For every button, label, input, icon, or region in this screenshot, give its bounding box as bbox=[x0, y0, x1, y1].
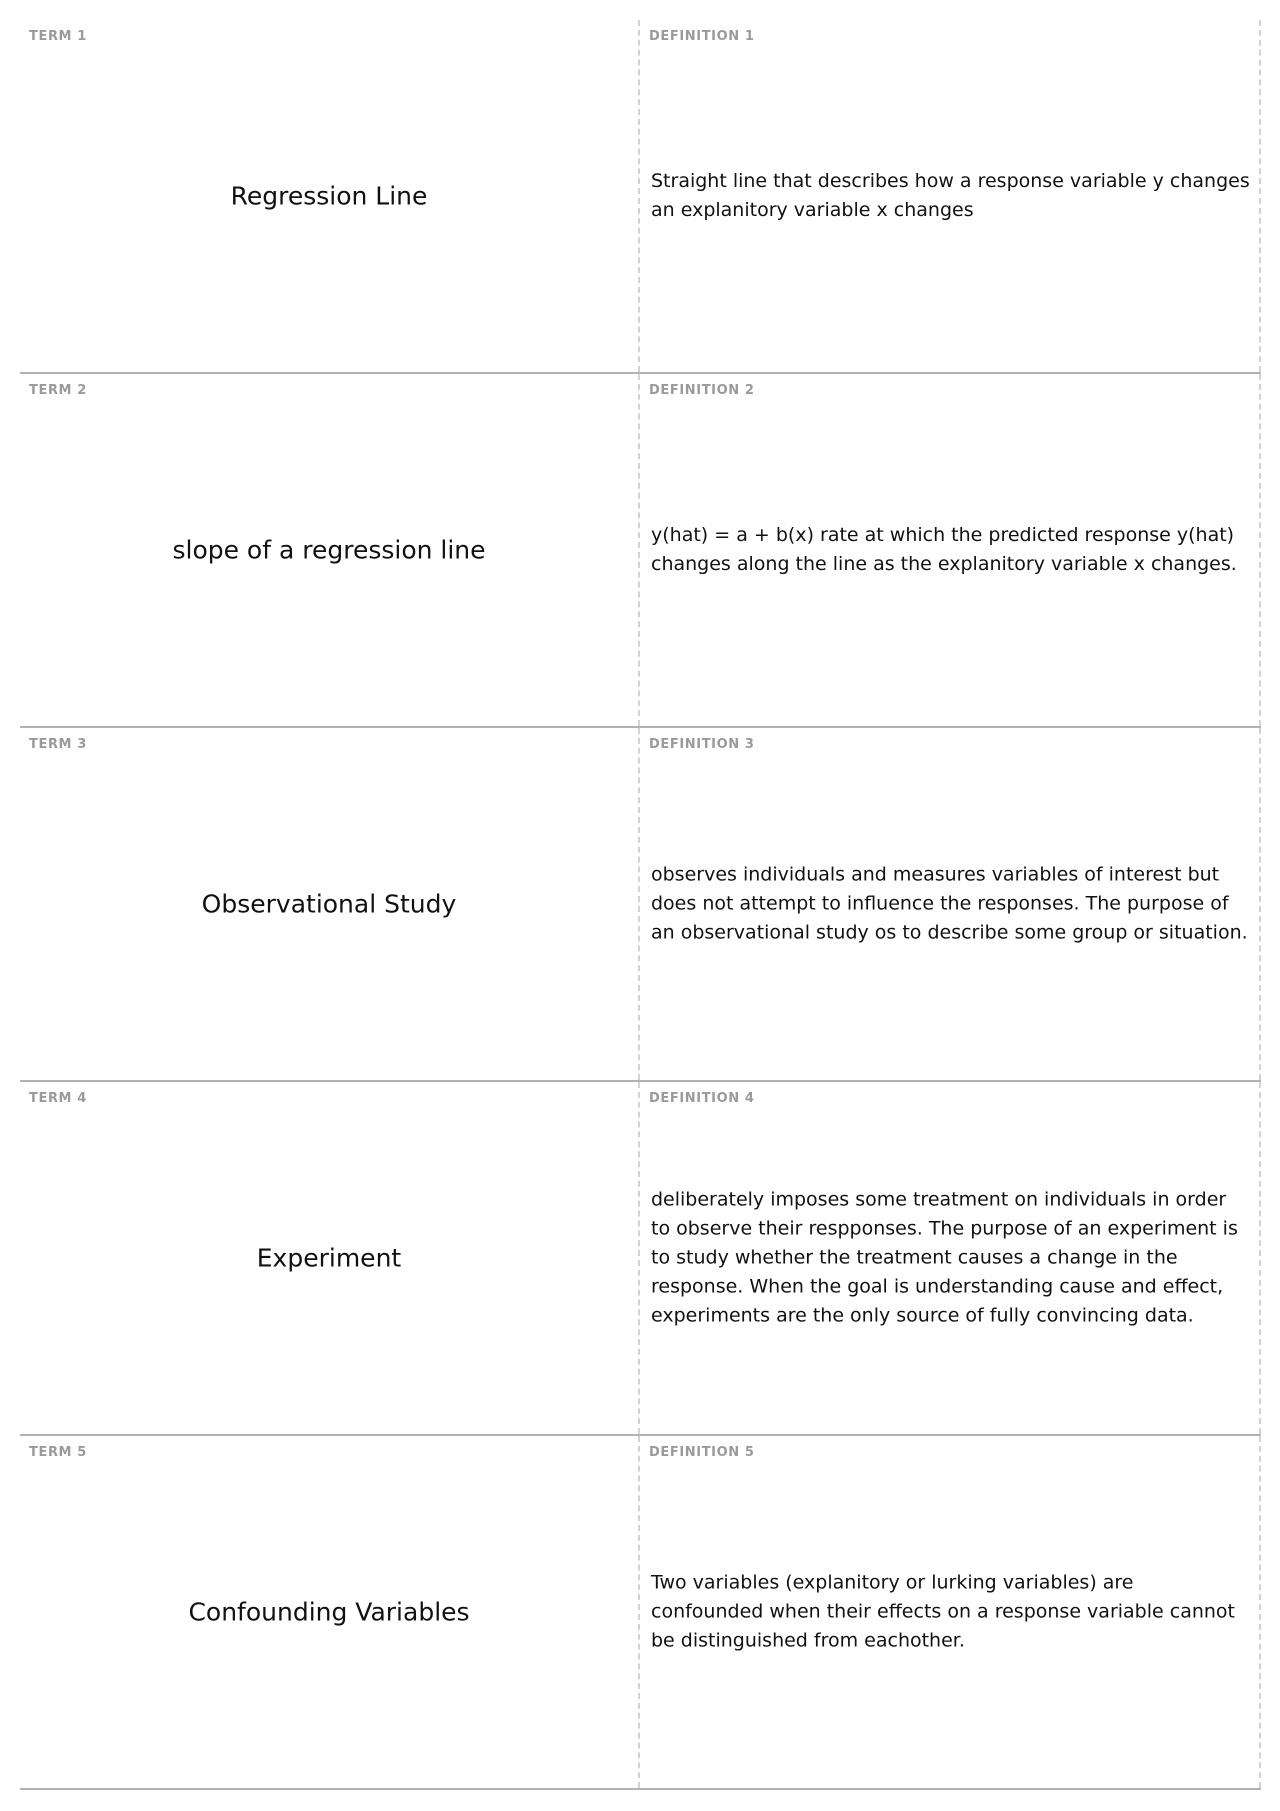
definition-label: DEFINITION 3 bbox=[649, 737, 755, 752]
definition-text: Straight line that describes how a response variable y changes an explanitory variable x changes bbox=[651, 170, 1250, 221]
term-cell bbox=[20, 1436, 640, 1788]
definition-text: Two variables (explanitory or lurking variables) are confounded when their effects on a response variable cannot be distinguished from eachother. bbox=[651, 1571, 1235, 1652]
flashcard-row bbox=[20, 1436, 1261, 1790]
definition-cell bbox=[640, 20, 1261, 372]
term-text: Observational Study bbox=[201, 889, 457, 919]
definition-text: observes individuals and measures variables of interest but does not attempt to influence the responses. The purpose of an observational study os to describe some group or situation. bbox=[651, 863, 1248, 944]
definition-cell bbox=[640, 1436, 1261, 1788]
definition-text: deliberately imposes some treatment on individuals in order to observe their respponses. The purpose of an experiment is to study whether the treatment causes a change in the response. When the goal is understanding cause and effect, experiments are the only source of fully convincing data. bbox=[651, 1188, 1238, 1327]
term-label: TERM 5 bbox=[29, 1445, 87, 1460]
definition-label: DEFINITION 4 bbox=[649, 1091, 755, 1106]
term-label: TERM 3 bbox=[29, 737, 87, 752]
flashcard-row bbox=[20, 20, 1261, 374]
definition-label: DEFINITION 2 bbox=[649, 383, 755, 398]
term-text: Confounding Variables bbox=[188, 1597, 470, 1627]
term-label: TERM 2 bbox=[29, 383, 87, 398]
definition-cell bbox=[640, 728, 1261, 1080]
flashcard-row bbox=[20, 1082, 1261, 1436]
term-label: TERM 4 bbox=[29, 1091, 87, 1106]
term-cell bbox=[20, 1082, 640, 1434]
term-label: TERM 1 bbox=[29, 29, 87, 44]
definition-cell bbox=[640, 374, 1261, 726]
definition-label: DEFINITION 5 bbox=[649, 1445, 755, 1460]
definition-label: DEFINITION 1 bbox=[649, 29, 755, 44]
flashcard-row bbox=[20, 728, 1261, 1082]
term-text: slope of a regression line bbox=[172, 535, 486, 565]
term-cell bbox=[20, 20, 640, 372]
term-text: Regression Line bbox=[230, 181, 428, 211]
term-cell bbox=[20, 374, 640, 726]
term-cell bbox=[20, 728, 640, 1080]
flashcard-sheet bbox=[20, 20, 1261, 1790]
definition-text: y(hat) = a + b(x) rate at which the predicted response y(hat) changes along the line as the explanitory variable x changes. bbox=[651, 524, 1237, 575]
term-text: Experiment bbox=[256, 1243, 402, 1273]
definition-cell bbox=[640, 1082, 1261, 1434]
flashcard-row bbox=[20, 374, 1261, 728]
